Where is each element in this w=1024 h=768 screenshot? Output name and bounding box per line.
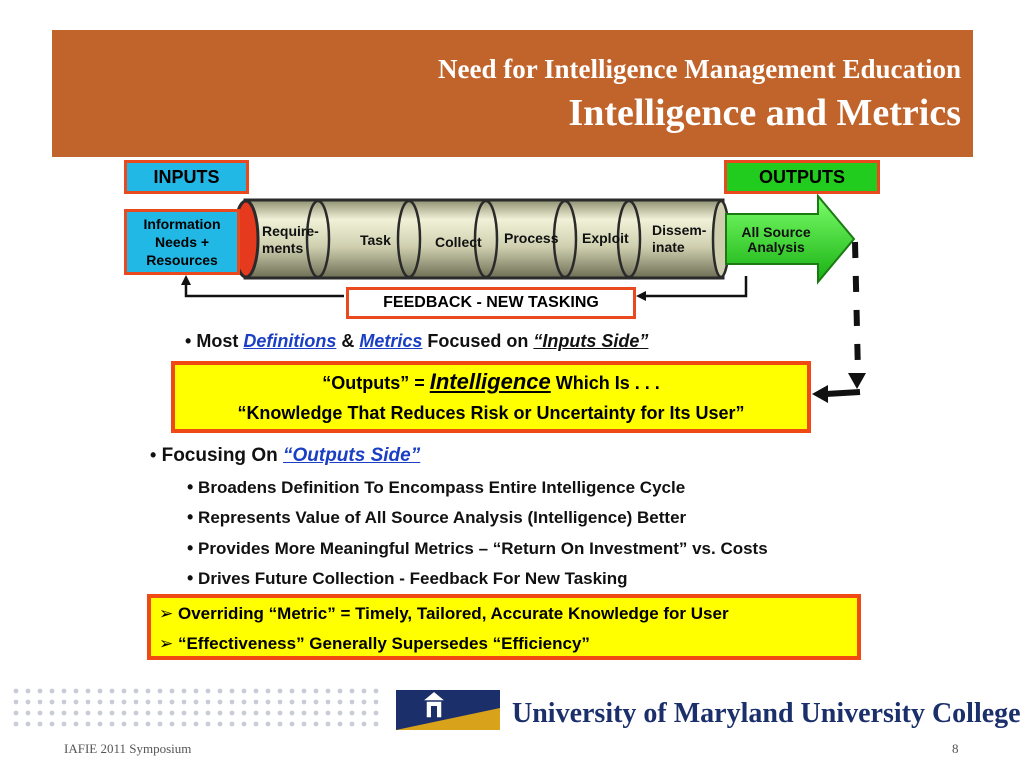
decorative-dot [86, 700, 91, 705]
decorative-dot [134, 711, 139, 716]
decorative-dot [194, 700, 199, 705]
decorative-dot [14, 689, 19, 694]
decorative-dot [170, 722, 175, 727]
sub-bullet: • Represents Value of All Source Analysis (Intelligence) Better [187, 507, 687, 527]
slide-title: Intelligence and Metrics [568, 92, 961, 134]
decorative-dot [62, 700, 67, 705]
decorative-dot [134, 689, 139, 694]
knowledge-definition-line: “Knowledge That Reduces Risk or Uncertainty for Its User” [237, 403, 745, 423]
decorative-dot [326, 689, 331, 694]
info-line-1: Information [143, 216, 221, 232]
decorative-dot [278, 700, 283, 705]
decorative-dot [134, 722, 139, 727]
decorative-dot [326, 700, 331, 705]
decorative-dot [50, 700, 55, 705]
decorative-dot [338, 689, 343, 694]
outputs-intelligence-box [171, 361, 811, 433]
decorative-dot [110, 711, 115, 716]
info-line-2: Needs + [154, 234, 210, 250]
decorative-dot [62, 689, 67, 694]
decorative-dot [182, 689, 187, 694]
decorative-dot [146, 722, 151, 727]
university-name: University of Maryland University College [512, 698, 1021, 729]
decorative-dot [122, 689, 127, 694]
decorative-dot [350, 689, 355, 694]
decorative-dot [110, 722, 115, 727]
decorative-dot [362, 722, 367, 727]
decorative-dot [254, 722, 259, 727]
decorative-dot [26, 722, 31, 727]
decorative-dot [266, 700, 271, 705]
decorative-dot [374, 722, 379, 727]
page-number: 8 [952, 741, 959, 756]
overriding-metric-box [147, 594, 861, 660]
step-collect: Collect [435, 234, 482, 250]
decorative-dot [290, 722, 295, 727]
decorative-dot [50, 689, 55, 694]
decorative-dot [350, 700, 355, 705]
decorative-dot [302, 700, 307, 705]
decorative-dot [278, 711, 283, 716]
decorative-dot [74, 722, 79, 727]
decorative-dot [230, 689, 235, 694]
decorative-dot [38, 700, 43, 705]
decorative-dot [182, 722, 187, 727]
decorative-dot [170, 700, 175, 705]
decorative-dot [170, 689, 175, 694]
decorative-dot [338, 711, 343, 716]
information-needs-box [124, 209, 240, 275]
decorative-dot [158, 722, 163, 727]
decorative-dot [74, 689, 79, 694]
decorative-dot [146, 700, 151, 705]
metric-line-1: ➢ Overriding “Metric” = Timely, Tailored, Accurate Knowledge for User [159, 604, 729, 623]
decorative-dot [206, 722, 211, 727]
decorative-dot [290, 711, 295, 716]
decorative-dot [206, 689, 211, 694]
decorative-dot [254, 700, 259, 705]
decorative-dot [134, 700, 139, 705]
sub-bullet: • Drives Future Collection - Feedback For New Tasking [187, 568, 628, 588]
intelligence-term: Intelligence [429, 369, 551, 394]
decorative-dot [350, 722, 355, 727]
decorative-dot [158, 689, 163, 694]
decorative-dot [98, 711, 103, 716]
decorative-dot [254, 711, 259, 716]
outputs-side-emph: “Outputs Side” [282, 445, 421, 466]
decorative-dot [86, 689, 91, 694]
outputs-definition-line: “Outputs” = Intelligence Which Is . . . [322, 369, 660, 394]
bullet-inputs-side: • Most Definitions & Metrics Focused on “Inputs Side” [185, 331, 649, 351]
decorative-dot [26, 700, 31, 705]
step-task: Task [360, 232, 391, 248]
sub-bullet: • Provides More Meaningful Metrics – “Return On Investment” vs. Costs [187, 538, 768, 558]
decorative-dot [38, 711, 43, 716]
decorative-dot [122, 700, 127, 705]
definitions-link: Definitions [243, 331, 337, 351]
decorative-dot [254, 689, 259, 694]
decorative-dot [38, 689, 43, 694]
decorative-dot [38, 722, 43, 727]
feedback-new-tasking-box: FEEDBACK - NEW TASKING [346, 287, 636, 319]
decorative-dot [230, 700, 235, 705]
decorative-dot [98, 700, 103, 705]
footer-event: IAFIE 2011 Symposium [64, 741, 192, 756]
decorative-dot [194, 722, 199, 727]
step-disseminate: Dissem- inate [652, 222, 707, 255]
decorative-dot [278, 689, 283, 694]
decorative-dot [158, 700, 163, 705]
decorative-dot [62, 722, 67, 727]
decorative-dot [182, 711, 187, 716]
decorative-dot [218, 689, 223, 694]
step-requirements: Require- ments [262, 223, 319, 256]
decorative-dot [326, 711, 331, 716]
decorative-dot [14, 700, 19, 705]
decorative-dot [242, 722, 247, 727]
decorative-dot [86, 711, 91, 716]
decorative-dot [314, 722, 319, 727]
decorative-dot [194, 689, 199, 694]
decorative-dot [170, 711, 175, 716]
decorative-dot-grid [10, 686, 382, 730]
decorative-dot [86, 722, 91, 727]
decorative-dot [302, 689, 307, 694]
metrics-link: Metrics [359, 331, 423, 351]
step-process: Process [504, 230, 559, 246]
info-line-3: Resources [146, 252, 218, 268]
decorative-dot [266, 722, 271, 727]
decorative-dot [278, 722, 283, 727]
decorative-dot [314, 700, 319, 705]
decorative-dot [314, 689, 319, 694]
decorative-dot [218, 711, 223, 716]
decorative-dot [14, 722, 19, 727]
step-exploit: Exploit [582, 230, 629, 246]
decorative-dot [122, 711, 127, 716]
decorative-dot [338, 700, 343, 705]
decorative-dot [50, 722, 55, 727]
decorative-dot [314, 711, 319, 716]
decorative-dot [206, 700, 211, 705]
decorative-dot [146, 711, 151, 716]
decorative-dot [158, 711, 163, 716]
decorative-dot [182, 700, 187, 705]
decorative-dot [374, 700, 379, 705]
umuc-logo [392, 688, 500, 732]
decorative-dot [266, 689, 271, 694]
decorative-dot [206, 711, 211, 716]
decorative-dot [242, 689, 247, 694]
decorative-dot [362, 689, 367, 694]
all-source-analysis-label: All Source Analysis [741, 224, 811, 255]
decorative-dot [194, 711, 199, 716]
decorative-dot [122, 722, 127, 727]
decorative-dot [62, 711, 67, 716]
inputs-label: INPUTS [124, 160, 249, 194]
decorative-dot [362, 711, 367, 716]
decorative-dot [74, 700, 79, 705]
decorative-dot [362, 700, 367, 705]
decorative-dot [290, 700, 295, 705]
decorative-dot [26, 689, 31, 694]
decorative-dot [230, 722, 235, 727]
bullet-outputs-side: • Focusing On “Outputs Side” [150, 445, 421, 466]
outputs-label: OUTPUTS [724, 160, 880, 194]
decorative-dot [302, 711, 307, 716]
metric-line-2: ➢ “Effectiveness” Generally Supersedes “Efficiency” [159, 634, 590, 653]
decorative-dot [302, 722, 307, 727]
decorative-dot [110, 689, 115, 694]
decorative-dot [266, 711, 271, 716]
decorative-dot [230, 711, 235, 716]
decorative-dot [98, 689, 103, 694]
decorative-dot [326, 722, 331, 727]
decorative-dot [374, 711, 379, 716]
sub-bullet: • Broadens Definition To Encompass Entire Intelligence Cycle [187, 477, 686, 497]
decorative-dot [338, 722, 343, 727]
decorative-dot [218, 700, 223, 705]
decorative-dot [14, 711, 19, 716]
decorative-dot [218, 722, 223, 727]
decorative-dot [290, 689, 295, 694]
decorative-dot [242, 700, 247, 705]
decorative-dot [98, 722, 103, 727]
decorative-dot [74, 711, 79, 716]
slide-subtitle: Need for Intelligence Management Education [438, 54, 961, 84]
decorative-dot [50, 711, 55, 716]
decorative-dot [146, 689, 151, 694]
decorative-dot [26, 711, 31, 716]
decorative-dot [374, 689, 379, 694]
decorative-dot [110, 700, 115, 705]
decorative-dot [350, 711, 355, 716]
decorative-dot [242, 711, 247, 716]
